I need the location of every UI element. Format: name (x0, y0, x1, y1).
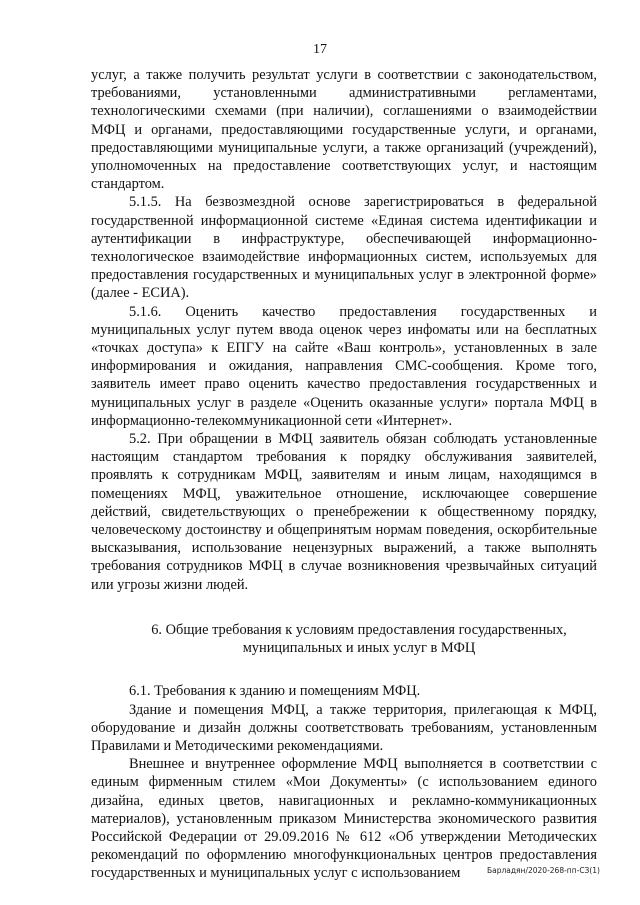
paragraph-design-style: Внешнее и внутреннее оформление МФЦ выполняется в соответствии с единым фирменным стилем «Мои Документы» (с использованием единого дизайна, единых цветов, навигационных и рекламно-коммуникационных материалов), установленным приказом Министерства экономического развития Российской Федерации от 29.09.2016 № 612 «Об утверждении Методических рекомендаций по оформлению многофункциональных центров предоставления государственных и муниципальных услуг с использованием (91, 756, 597, 882)
document-body (91, 66, 597, 883)
section-heading-line-2: муниципальных и иных услуг в МФЦ (242, 640, 476, 657)
page-number: 17 (313, 42, 327, 57)
paragraph-5-1-5: 5.1.5. На безвозмездной основе зарегистрироваться в федеральной государственной информационной системе «Единая система идентификации и аутентификации в инфраструктуре, обеспечивающей информационно-технологическое взаимодействие информационных систем, используемых для предоставления государственных и муниципальных услуг в электронной форме» (далее - ЕСИА). (91, 194, 597, 302)
paragraph-continuation: услуг, а также получить результат услуги в соответствии с законодательством, требованиями, установленными административными регламентами, технологическими схемами (при наличии), соглашениями о взаимодействии МФЦ и органами, предоставляющими государственные услуги, и органами, предоставляющими муниципальные услуги, а также организаций (учреждений), уполномоченных на предоставление соответствующих услуг, и настоящим стандартом. (91, 67, 597, 193)
paragraph-6-1: 6.1. Требования к зданию и помещениям МФЦ. (129, 683, 421, 700)
section-heading-6 (91, 621, 597, 657)
document-code: Барладян/2020-268-пп-СЗ(1) (486, 866, 600, 875)
section-heading-line-1: 6. Общие требования к условиям предоставления государственных, (151, 621, 567, 638)
paragraph-5-2: 5.2. При обращении в МФЦ заявитель обязан соблюдать установленные настоящим стандартом требования к порядку обслуживания заявителей, проявлять к сотрудникам МФЦ, заявителям и иным лицам, находящимся в помещениях МФЦ, уважительное отношение, исключающее совершение действий, свидетельствующих о пренебрежении к общественному порядку, человеческому достоинству и общепринятым нормам поведения, оскорбительные высказывания, использование нецензурных выражений, а также выполнять требования сотрудников МФЦ в случае возникновения чрезвычайных ситуаций или угрозы жизни людей. (91, 431, 597, 593)
paragraph-building-requirements: Здание и помещения МФЦ, а также территория, прилегающая к МФЦ, оборудование и дизайн должны соответствовать требованиям, установленным Правилами и Методическими рекомендациями. (91, 701, 597, 754)
paragraph-5-1-6: 5.1.6. Оценить качество предоставления государственных и муниципальных услуг путем ввода оценок через инфоматы или на бесплатных «точках доступа» к ЕПГУ на сайте «Ваш контроль», установленных в зале информирования и ожидания, направления СМС-сообщения. Кроме того, заявитель имеет право оценить качество предоставления государственных и муниципальных услуг в разделе «Оценить оказанные услуги» портала МФЦ в информационно-телекоммуникационной сети «Интернет». (91, 303, 597, 429)
